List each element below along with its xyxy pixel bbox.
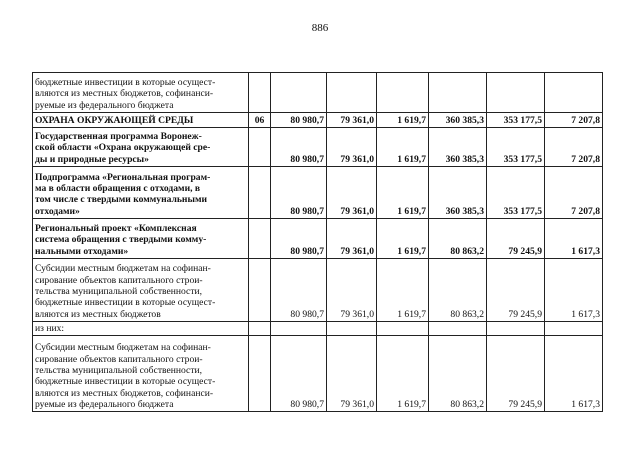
value-cell: 80 863,2: [429, 259, 487, 322]
row-description: Субсидии местным бюджетам на софинан- сирование объектов капитального строи- тельства муниципальной собственности, бюджетные инвестиции в которые осущест- вляются из местных бюджетов: [33, 259, 249, 322]
value-cell: 1 617,3: [545, 259, 603, 322]
value-cell: 80 980,7: [271, 167, 327, 219]
page-number: 886: [311, 22, 329, 34]
value-cell: 7 207,8: [545, 113, 603, 128]
section-code-cell: [249, 219, 271, 259]
value-cell: 80 863,2: [429, 219, 487, 259]
value-cell: 1 619,7: [377, 167, 429, 219]
value-cell: 79 245,9: [487, 336, 545, 412]
value-cell: [271, 73, 327, 113]
value-cell: [487, 322, 545, 336]
section-code-cell: [249, 322, 271, 336]
value-cell: [377, 73, 429, 113]
value-cell: 353 177,5: [487, 128, 545, 167]
value-cell: 7 207,8: [545, 167, 603, 219]
table-row: [33, 73, 603, 113]
value-cell: 79 361,0: [327, 128, 377, 167]
value-cell: 1 617,3: [545, 219, 603, 259]
value-cell: [327, 73, 377, 113]
row-description: бюджетные инвестиции в которые осущест- вляются из местных бюджетов, софинанси- руемые из федерального бюджета: [33, 73, 249, 113]
value-cell: 79 245,9: [487, 219, 545, 259]
value-cell: [327, 322, 377, 336]
budget-table: [32, 72, 603, 412]
value-cell: 80 980,7: [271, 259, 327, 322]
value-cell: [429, 322, 487, 336]
section-code-cell: 06: [249, 113, 271, 128]
row-description: Субсидии местным бюджетам на софинан- сирование объектов капитального строи- тельства муниципальной собственности, бюджетные инвестиции в которые осущест- вляются из местных бюджетов, софинанси- руемые из федерального бюджета: [33, 336, 249, 412]
row-description: Подпрограмма «Региональная програм- ма в области обращения с отходами, в том числе с твердыми коммунальными отходами»: [33, 167, 249, 219]
table-row: [33, 128, 603, 167]
value-cell: 360 385,3: [429, 167, 487, 219]
value-cell: 80 980,7: [271, 219, 327, 259]
value-cell: 80 980,7: [271, 128, 327, 167]
table-row: [33, 336, 603, 412]
value-cell: 1 619,7: [377, 219, 429, 259]
section-code-cell: [249, 167, 271, 219]
table-row: [33, 219, 603, 259]
table-row: [33, 167, 603, 219]
section-code-cell: [249, 259, 271, 322]
row-description: Государственная программа Воронеж- ской области «Охрана окружающей сре- ды и природные ресурсы»: [33, 128, 249, 167]
value-cell: 79 361,0: [327, 259, 377, 322]
table-row: [33, 113, 603, 128]
value-cell: 353 177,5: [487, 113, 545, 128]
value-cell: 80 863,2: [429, 336, 487, 412]
section-code-cell: [249, 73, 271, 113]
value-cell: 80 980,7: [271, 113, 327, 128]
value-cell: [545, 73, 603, 113]
value-cell: [271, 322, 327, 336]
value-cell: [487, 73, 545, 113]
value-cell: [429, 73, 487, 113]
row-description: Региональный проект «Комплексная система обращения с твердыми комму- нальными отходами»: [33, 219, 249, 259]
value-cell: 1 619,7: [377, 128, 429, 167]
value-cell: 353 177,5: [487, 167, 545, 219]
row-description: из них:: [33, 322, 249, 336]
row-description: ОХРАНА ОКРУЖАЮЩЕЙ СРЕДЫ: [33, 113, 249, 128]
value-cell: 80 980,7: [271, 336, 327, 412]
value-cell: [545, 322, 603, 336]
table-row: [33, 322, 603, 336]
value-cell: 79 361,0: [327, 113, 377, 128]
value-cell: 79 361,0: [327, 219, 377, 259]
value-cell: 79 245,9: [487, 259, 545, 322]
value-cell: 79 361,0: [327, 167, 377, 219]
value-cell: 1 619,7: [377, 259, 429, 322]
value-cell: 79 361,0: [327, 336, 377, 412]
value-cell: 7 207,8: [545, 128, 603, 167]
value-cell: 1 619,7: [377, 336, 429, 412]
value-cell: [377, 322, 429, 336]
value-cell: 1 617,3: [545, 336, 603, 412]
section-code-cell: [249, 128, 271, 167]
value-cell: 1 619,7: [377, 113, 429, 128]
table-row: [33, 259, 603, 322]
value-cell: 360 385,3: [429, 128, 487, 167]
value-cell: 360 385,3: [429, 113, 487, 128]
section-code-cell: [249, 336, 271, 412]
